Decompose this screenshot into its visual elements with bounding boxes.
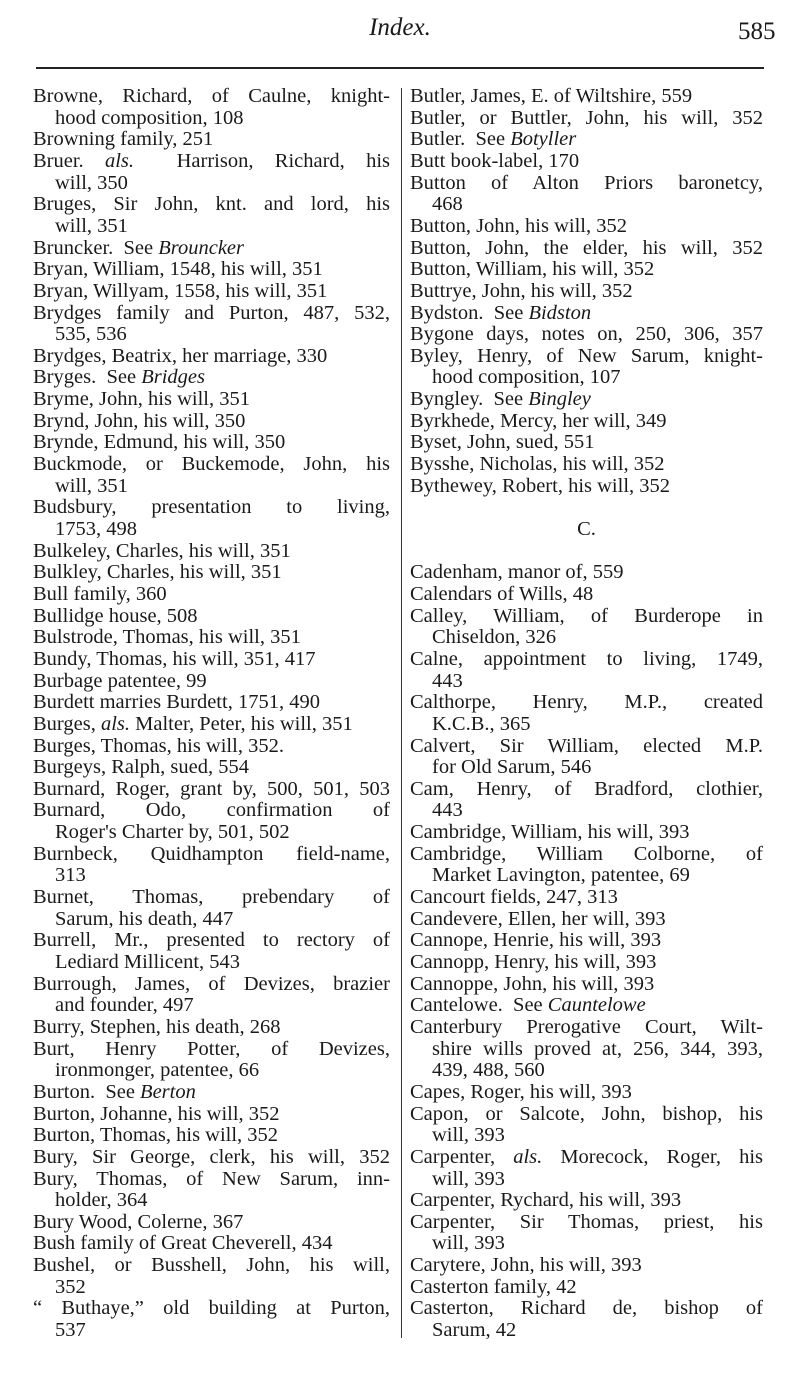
index-text: Bruges, Sir John, knt. and lord, his [33,193,390,216]
column-divider [401,88,402,1338]
index-text: Burges, [33,712,101,735]
index-line [33,887,390,909]
index-text: Bulstrode, Thomas, his will, 351 [33,626,301,649]
index-line [33,562,390,584]
index-line [33,259,390,281]
index-line [33,606,390,628]
index-text: Bythewey, Robert, his will, 352 [410,474,671,497]
index-text: ironmonger, patentee, 66 [55,1059,260,1082]
index-text: Burnard, Roger, grant by, 500, 501, 503 [33,777,390,800]
index-text: Market Lavington, patentee, 69 [432,864,690,887]
index-text: and founder, 497 [55,994,194,1017]
index-text: Bull family, 360 [33,582,167,605]
index-line [410,736,763,758]
index-line [33,757,390,779]
index-text: 443 [432,799,463,822]
index-text: holder, 364 [55,1189,148,1212]
index-line [432,757,763,779]
index-text: will, 351 [55,214,128,237]
index-line [33,671,390,693]
index-text: Butler. See [410,128,511,151]
index-text: Carpenter, [410,1145,514,1168]
index-text: Cannope, Henrie, his will, 393 [410,929,662,952]
index-line [33,736,390,758]
index-line [33,1039,390,1061]
index-line [33,129,390,151]
index-text: Burt, Henry Potter, of Devizes, [33,1037,390,1060]
index-line [410,1255,763,1277]
index-line [55,822,390,844]
index-text: Calvert, Sir William, elected M.P. [410,734,763,757]
index-text: Bysshe, Nicholas, his will, 352 [410,453,665,476]
index-line [33,151,390,173]
index-text: Cambridge, William Colborne, of [410,842,763,865]
index-text: Butt book-label, 170 [410,149,580,172]
index-text: Bury, Thomas, of New Sarum, inn- [33,1167,390,1190]
index-text: Cadenham, manor of, 559 [410,561,624,584]
index-line [410,108,763,130]
index-text: Canterbury Prerogative Court, Wilt- [410,1015,763,1038]
index-line [33,1017,390,1039]
index-line [33,86,390,108]
index-text: Casterton, Richard de, bishop of [410,1297,763,1320]
index-line [33,238,390,260]
index-text: Cam, Henry, of Bradford, clothier, [410,777,763,800]
index-text: K.C.B., 365 [432,712,531,735]
index-text: 535, 536 [55,323,127,346]
index-line [33,1255,390,1277]
index-text: Bryme, John, his will, 351 [33,388,250,411]
index-text: 439, 488, 560 [432,1059,545,1082]
index-text: Bury Wood, Colerne, 367 [33,1210,244,1233]
index-line [410,86,763,108]
index-text: 313 [55,864,86,887]
index-line [33,714,390,736]
index-line [410,411,763,433]
index-italic-text: Cauntelowe [547,994,646,1017]
index-line [33,411,390,433]
index-text: Roger's Charter by, 501, 502 [55,821,290,844]
index-text: Burdett marries Burdett, 1751, 490 [33,691,320,714]
index-line [410,432,763,454]
index-line [55,173,390,195]
index-line [33,1147,390,1169]
index-line [410,779,763,801]
index-line [410,1104,763,1126]
index-line [410,844,763,866]
index-italic-text: als. [104,149,135,172]
index-line [432,1233,763,1255]
index-italic-text: Brouncker [158,236,245,259]
index-line [55,1320,390,1342]
index-text: Byset, John, sued, 551 [410,431,595,454]
index-text: Calley, William, of Burderope in [410,604,763,627]
index-line [33,844,390,866]
index-line [33,649,390,671]
index-text: Bydston. See [410,301,529,324]
index-text: Butler, James, E. of Wiltshire, 559 [410,85,693,107]
index-line [410,1147,763,1169]
index-text: Burry, Stephen, his death, 268 [33,1015,281,1038]
index-line [410,346,763,368]
index-line [410,974,763,996]
index-text: Brynd, John, his will, 350 [33,409,246,432]
index-line [410,909,763,931]
index-line [55,952,390,974]
index-text: Buckmode, or Buckemode, John, his [33,453,390,476]
index-italic-text: Bingley [528,388,591,411]
index-text: Burnet, Thomas, prebendary of [33,886,390,909]
index-line [432,1060,763,1082]
index-text: Calne, appointment to living, 1749, [410,647,763,670]
index-text: will, 351 [55,474,128,497]
index-text: Bush family of Great Cheverell, 434 [33,1232,333,1255]
index-line [410,389,763,411]
index-italic-text: Botyller [510,128,577,151]
index-line [410,887,763,909]
index-line [33,497,390,519]
index-text: Cancourt fields, 247, 313 [410,886,618,909]
index-line [410,822,763,844]
index-line [33,1104,390,1126]
index-text: Brydges family and Purton, 487, 532, [33,301,390,324]
index-text: Bundy, Thomas, his will, 351, 417 [33,647,316,670]
index-text: Bullidge house, 508 [33,604,198,627]
index-line [410,324,763,346]
index-text: Bushel, or Busshell, John, his will, [33,1254,390,1277]
index-text: Lediard Millicent, 543 [55,951,241,973]
index-line [33,692,390,714]
index-line [410,238,763,260]
index-text: Bulkley, Charles, his will, 351 [33,561,282,584]
index-line [55,108,390,130]
index-line [55,324,390,346]
index-line [55,476,390,498]
index-line [55,1277,390,1299]
index-text: Burton, Thomas, his will, 352 [33,1124,279,1147]
index-text: Burrell, Mr., presented to rectory of [33,929,390,952]
index-line [410,151,763,173]
index-text: Burrough, James, of Devizes, brazier [33,972,390,995]
index-line [410,930,763,952]
index-text: Morecock, Roger, his [542,1145,763,1168]
index-text: Candevere, Ellen, her will, 393 [410,907,666,930]
index-line [432,627,763,649]
index-text: Button, John, the elder, his will, 352 [410,236,763,259]
index-italic-text: als. [513,1145,543,1168]
index-line [33,1125,390,1147]
running-head: Index. [369,14,431,41]
index-text: Burton. See [33,1080,141,1103]
index-text: hood composition, 108 [55,106,244,129]
index-line [33,303,390,325]
header-rule [36,67,764,69]
index-line [33,194,390,216]
index-line [33,1298,390,1320]
index-text: Cannopp, Henry, his will, 393 [410,951,657,973]
index-text: Bryges. See [33,366,142,389]
index-text: Browne, Richard, of Caulne, knight- [33,85,390,107]
index-line [410,1190,763,1212]
index-line [33,974,390,996]
index-line [432,865,763,887]
index-text: Brynde, Edmund, his will, 350 [33,431,286,454]
index-text: Malter, Peter, his will, 351 [130,712,353,735]
index-italic-text: Berton [140,1080,196,1103]
index-italic-text: Bridges [141,366,205,389]
index-line [410,692,763,714]
index-text: Brydges, Beatrix, her marriage, 330 [33,344,328,367]
index-line [33,432,390,454]
index-text: for Old Sarum, 546 [432,756,592,779]
index-text: Cantelowe. See [410,994,548,1017]
index-line [410,1017,763,1039]
index-line [33,627,390,649]
index-line [410,1298,763,1320]
index-text: Carpenter, Rychard, his will, 393 [410,1189,682,1212]
index-text: Casterton family, 42 [410,1275,577,1298]
index-text: will, 350 [55,171,128,194]
index-line [410,1212,763,1234]
index-text: Burgeys, Ralph, sued, 554 [33,756,250,779]
index-line [410,454,763,476]
index-text: Carytere, John, his will, 393 [410,1254,642,1277]
index-text: Burton, Johanne, his will, 352 [33,1102,280,1125]
index-line [410,303,763,325]
index-line [410,173,763,195]
index-line [55,1060,390,1082]
index-text: will, 393 [432,1124,505,1147]
index-line [432,1125,763,1147]
index-line [410,476,763,498]
section-heading [410,519,763,541]
index-text: Carpenter, Sir Thomas, priest, his [410,1210,763,1233]
index-italic-text: Bidston [528,301,592,324]
index-text: Bygone days, notes on, 250, 306, 357 [410,323,763,346]
index-text: Chiseldon, 326 [432,626,557,649]
index-text: 537 [55,1319,86,1342]
index-text: Burnard, Odo, confirmation of [33,799,390,822]
index-text: Burges, Thomas, his will, 352. [33,734,284,757]
index-line [33,1082,390,1104]
index-text: will, 393 [432,1167,505,1190]
index-text: Byngley. See [410,388,529,411]
index-text: Cambridge, William, his will, 393 [410,821,690,844]
index-text: 443 [432,669,463,692]
index-text: Cannoppe, John, his will, 393 [410,972,655,995]
index-text: Burbage patentee, 99 [33,669,207,692]
index-line [410,216,763,238]
index-text: 468 [432,193,463,216]
index-line [410,606,763,628]
index-line [55,519,390,541]
index-text: Byley, Henry, of New Sarum, knight- [410,344,763,367]
index-text: Burnbeck, Quidhampton field-name, [33,842,390,865]
index-text: Calendars of Wills, 48 [410,582,594,605]
index-text: 1753, 498 [55,518,137,540]
index-line [33,541,390,563]
index-line [410,649,763,671]
index-line [55,1190,390,1212]
index-line [410,259,763,281]
index-text: shire wills proved at, 256, 344, 393, [432,1037,763,1060]
index-text: Bulkeley, Charles, his will, 351 [33,539,291,562]
index-text: Capon, or Salcote, John, bishop, his [410,1102,763,1125]
index-italic-text: als. [100,712,131,735]
index-text: hood composition, 107 [432,366,621,389]
index-text: Button, William, his will, 352 [410,258,655,281]
index-line [33,1169,390,1191]
index-text: Sarum, his death, 447 [55,907,234,930]
index-text: will, 393 [432,1232,505,1255]
index-text: Bryan, Willyam, 1558, his will, 351 [33,279,328,302]
index-line [33,1212,390,1234]
index-text: Calthorpe, Henry, M.P., created [410,691,763,714]
index-line [33,346,390,368]
index-line [33,779,390,801]
index-text: Browning family, 251 [33,128,214,151]
index-text: Button, John, his will, 352 [410,214,627,237]
index-line [410,952,763,974]
index-text: Budsbury, presentation to living, [33,496,390,519]
index-text: Bruncker. See [33,236,159,259]
index-line [432,194,763,216]
index-text: Byrkhede, Mercy, her will, 349 [410,409,667,432]
index-line [33,930,390,952]
index-text: 352 [55,1275,86,1298]
index-line [410,1277,763,1299]
index-line [55,865,390,887]
index-line [410,562,763,584]
index-text: Capes, Roger, his will, 393 [410,1080,632,1103]
index-text: Bruer. [33,149,105,172]
index-line [432,1169,763,1191]
index-line [55,995,390,1017]
index-line [432,714,763,736]
index-text: Bury, Sir George, clerk, his will, 352 [33,1145,390,1168]
index-line [33,367,390,389]
index-line [410,497,763,519]
index-line [33,584,390,606]
index-line [410,129,763,151]
page-number: 585 [738,18,776,45]
index-line [33,281,390,303]
index-line [432,1039,763,1061]
index-text: Butler, or Buttler, John, his will, 352 [410,106,763,129]
index-line [410,281,763,303]
index-line [410,584,763,606]
index-line [55,909,390,931]
index-line [410,541,763,563]
index-line [432,671,763,693]
index-line [432,1320,763,1342]
index-line [432,367,763,389]
index-text: “ Buthaye,” old building at Purton, [33,1297,390,1320]
index-line [33,389,390,411]
index-line [55,216,390,238]
index-line [33,1233,390,1255]
index-text: Bryan, William, 1548, his will, 351 [33,258,323,281]
index-text: Button of Alton Priors baronetcy, [410,171,763,194]
index-text: C. [577,518,596,540]
index-line [432,800,763,822]
index-line [33,800,390,822]
index-line [33,454,390,476]
index-text: Buttrye, John, his will, 352 [410,279,633,302]
index-text: Sarum, 42 [432,1319,517,1342]
index-text: Harrison, Richard, his [134,149,391,172]
index-line [410,995,763,1017]
index-line [410,1082,763,1104]
